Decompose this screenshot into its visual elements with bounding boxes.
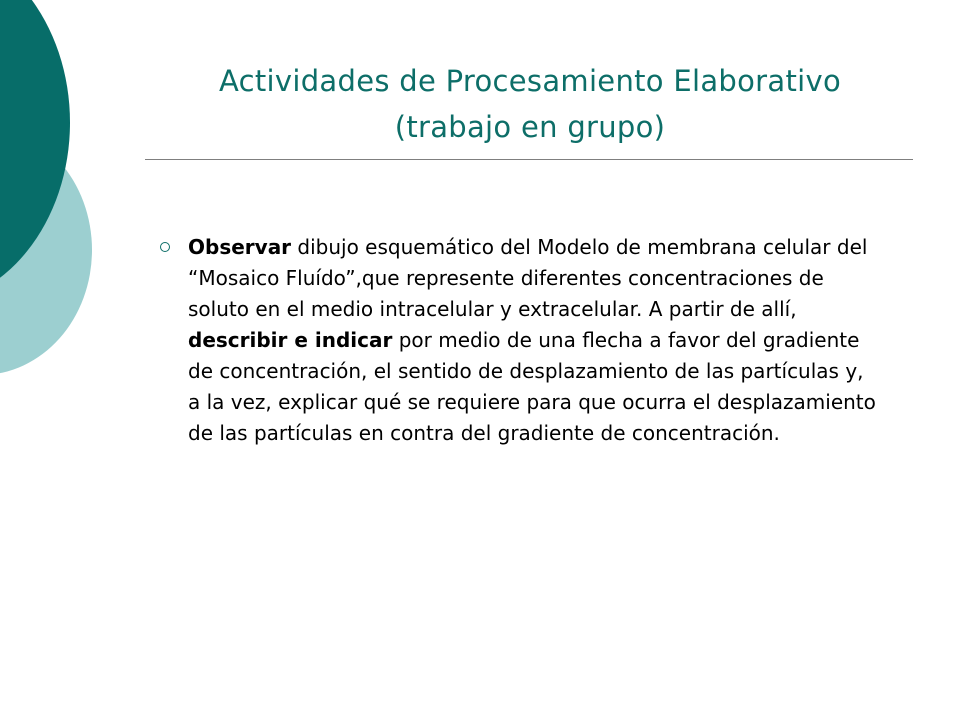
- hollow-circle-bullet-icon: [160, 242, 170, 252]
- title-line-1: Actividades de Procesamiento Elaborativo: [218, 64, 841, 98]
- bullet-bold-describir: describir e indicar: [188, 328, 393, 352]
- title-line-2: (trabajo en grupo): [394, 110, 666, 145]
- bullet-text-part-2: por medio de una flecha a favor del gradiente de concentración, el sentido de desplazamiento de las partículas y, a la vez, explicar qué se requiere para que ocurra el desplazamiento de las partículas en contra del gradiente de concentración.: [188, 328, 876, 445]
- bullet-item: [160, 232, 880, 449]
- slide-title: [145, 58, 915, 151]
- bullet-text: [188, 232, 880, 449]
- title-divider: [145, 159, 913, 160]
- bullet-bold-observar: Observar: [188, 235, 292, 259]
- bullet-text-part-1: dibujo esquemático del Modelo de membrana celular del “Mosaico Fluído”,que represente diferentes concentraciones de soluto en el medio intracelular y extracelular. A partir de allí,: [188, 235, 868, 321]
